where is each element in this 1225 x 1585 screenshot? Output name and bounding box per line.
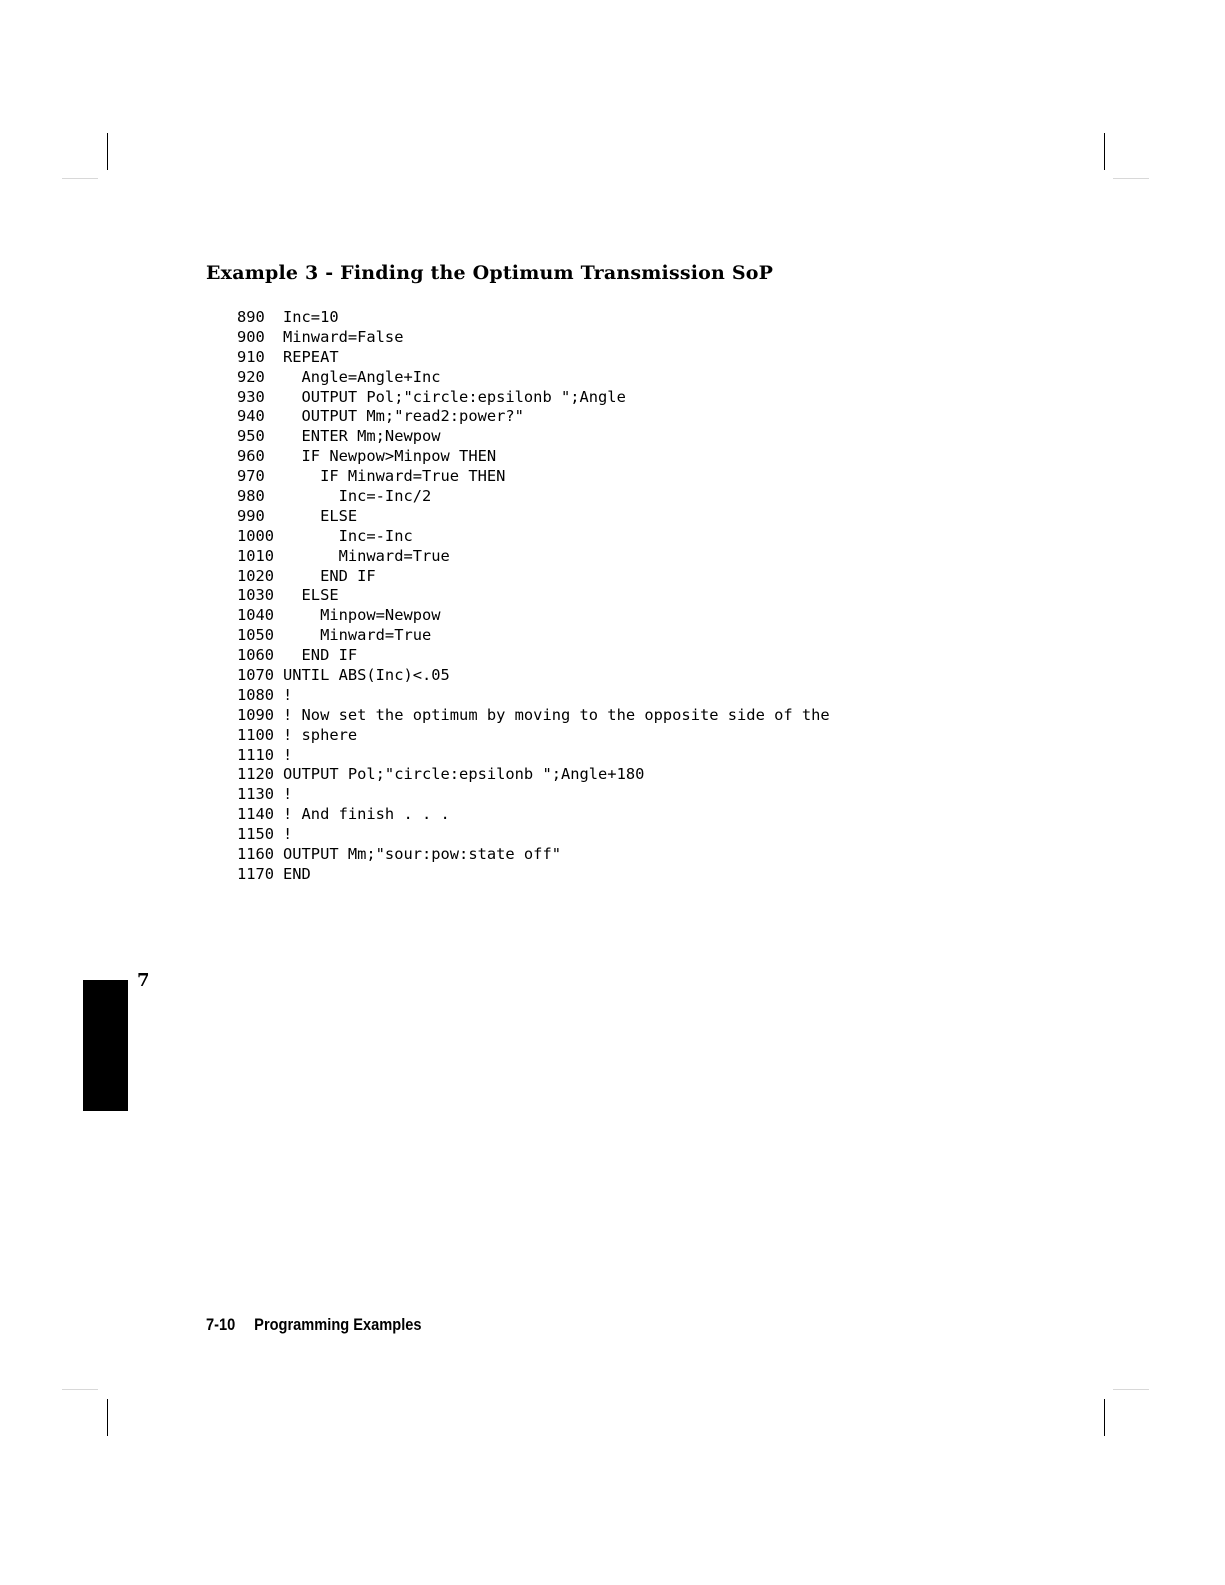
code-line: [237, 785, 830, 805]
code-line: [237, 507, 830, 527]
line-number: 1030: [237, 586, 275, 605]
line-number: 1040: [237, 606, 275, 625]
crop-mark-bottom-left-h: [62, 1389, 98, 1390]
crop-mark-top-right-h: [1113, 178, 1149, 179]
code-line: [237, 686, 830, 706]
code-line: [237, 626, 830, 646]
line-number: 1060: [237, 646, 275, 665]
code-line: [237, 646, 830, 666]
line-code: Inc=-Inc: [283, 526, 413, 545]
line-code: !: [283, 825, 293, 844]
line-code: ! Now set the optimum by moving to the opposite side of the: [283, 705, 830, 724]
footer-section-title: Programming Examples: [254, 1315, 422, 1334]
code-line: [237, 447, 830, 467]
code-line: [237, 427, 830, 447]
footer-page-number: 7-10: [206, 1315, 236, 1334]
line-number: 1110: [237, 745, 275, 764]
line-code: !: [283, 685, 293, 704]
line-code: IF Newpow>Minpow THEN: [283, 447, 497, 466]
line-number: 930: [237, 387, 265, 406]
line-number: 1170: [237, 864, 275, 883]
line-code: !: [283, 745, 293, 764]
crop-mark-top-left-h: [62, 178, 98, 179]
line-code: ELSE: [283, 586, 339, 605]
code-line: [237, 407, 830, 427]
section-heading: Example 3 - Finding the Optimum Transmission SoP: [206, 262, 774, 284]
line-code: ENTER Mm;Newpow: [283, 427, 441, 446]
line-number: 950: [237, 427, 265, 446]
line-code: IF Minward=True THEN: [283, 467, 506, 486]
line-code: END IF: [283, 566, 376, 585]
line-code: ! sphere: [283, 725, 358, 744]
line-number: 1070: [237, 666, 275, 685]
code-line: [237, 746, 830, 766]
code-line: [237, 845, 830, 865]
line-number: 890: [237, 308, 265, 326]
line-number: 920: [237, 367, 265, 386]
code-line: [237, 308, 830, 328]
code-line: [237, 706, 830, 726]
line-code: Minpow=Newpow: [283, 606, 441, 625]
line-code: ! And finish . . .: [283, 805, 450, 824]
line-code: Minward=False: [283, 327, 404, 346]
line-number: 1130: [237, 785, 275, 804]
code-line: [237, 765, 830, 785]
line-number: 900: [237, 327, 265, 346]
code-line: [237, 825, 830, 845]
code-line: [237, 606, 830, 626]
code-line: [237, 527, 830, 547]
crop-mark-top-right: [1104, 133, 1105, 170]
line-number: 1090: [237, 705, 275, 724]
code-listing: [237, 308, 830, 885]
crop-mark-bottom-left: [107, 1399, 108, 1436]
code-line: [237, 586, 830, 606]
line-code: OUTPUT Pol;"circle:epsilonb ";Angle: [283, 387, 626, 406]
code-line: [237, 388, 830, 408]
code-line: [237, 865, 830, 885]
line-code: !: [283, 785, 293, 804]
line-code: Inc=10: [283, 308, 339, 326]
code-line: [237, 467, 830, 487]
line-number: 980: [237, 487, 265, 506]
line-number: 1140: [237, 805, 275, 824]
line-code: OUTPUT Mm;"sour:pow:state off": [283, 845, 561, 864]
code-line: [237, 348, 830, 368]
crop-mark-bottom-right: [1104, 1399, 1105, 1436]
line-code: UNTIL ABS(Inc)<.05: [283, 666, 450, 685]
code-line: [237, 487, 830, 507]
code-line: [237, 805, 830, 825]
line-number: 1010: [237, 546, 275, 565]
line-number: 1160: [237, 845, 275, 864]
line-code: END IF: [283, 646, 358, 665]
line-number: 1150: [237, 825, 275, 844]
line-number: 960: [237, 447, 265, 466]
line-code: Angle=Angle+Inc: [283, 367, 441, 386]
line-number: 1000: [237, 526, 275, 545]
line-code: END: [283, 864, 311, 883]
line-number: 1020: [237, 566, 275, 585]
line-number: 1100: [237, 725, 275, 744]
chapter-tab-number: 7: [137, 970, 150, 991]
code-line: [237, 567, 830, 587]
chapter-tab-marker: [83, 980, 128, 1111]
code-line: [237, 666, 830, 686]
line-code: Minward=True: [283, 626, 432, 645]
line-number: 990: [237, 506, 265, 525]
line-number: 970: [237, 467, 265, 486]
line-code: Minward=True: [283, 546, 450, 565]
line-code: REPEAT: [283, 347, 339, 366]
code-line: [237, 726, 830, 746]
line-code: Inc=-Inc/2: [283, 487, 432, 506]
code-line: [237, 368, 830, 388]
code-line: [237, 547, 830, 567]
code-line: [237, 328, 830, 348]
line-number: 1080: [237, 685, 275, 704]
line-code: OUTPUT Pol;"circle:epsilonb ";Angle+180: [283, 765, 645, 784]
crop-mark-bottom-right-h: [1113, 1389, 1149, 1390]
page-footer: [206, 1315, 422, 1335]
crop-mark-top-left: [107, 133, 108, 170]
line-number: 1120: [237, 765, 275, 784]
line-number: 910: [237, 347, 265, 366]
line-number: 1050: [237, 626, 275, 645]
line-number: 940: [237, 407, 265, 426]
line-code: OUTPUT Mm;"read2:power?": [283, 407, 524, 426]
line-code: ELSE: [283, 506, 358, 525]
